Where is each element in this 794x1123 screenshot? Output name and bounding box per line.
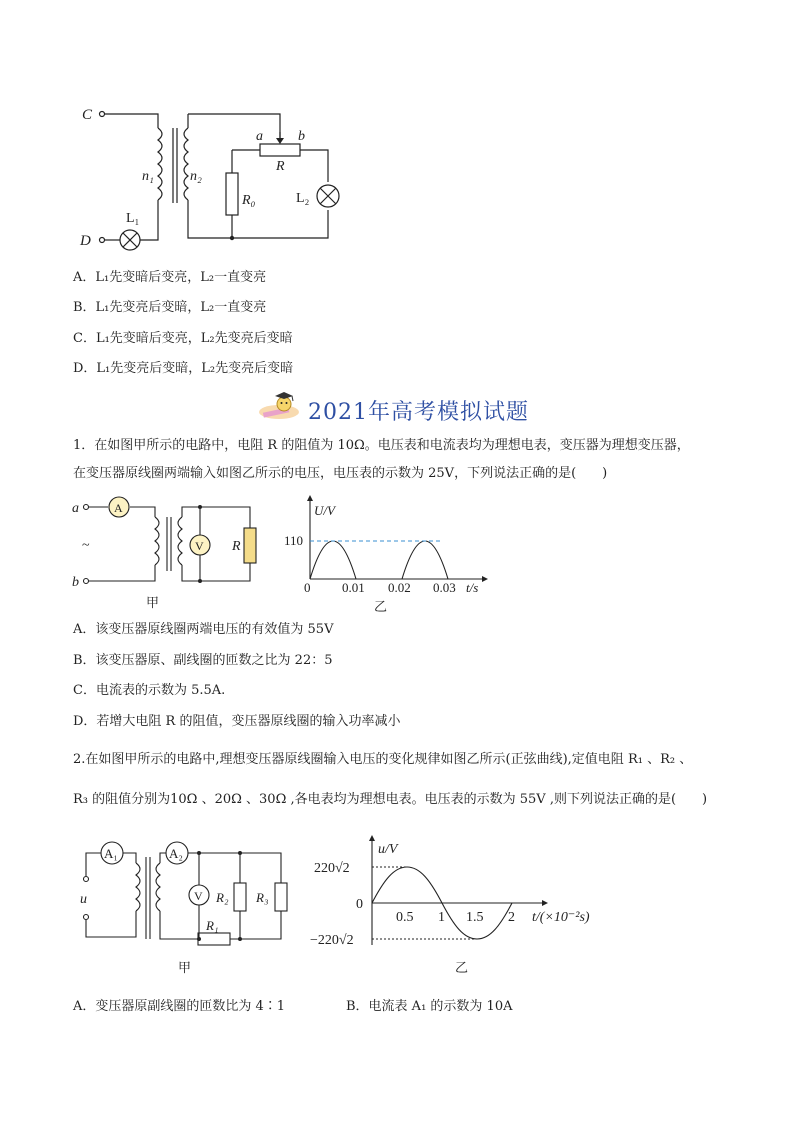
svg-text:A₂: A₂	[169, 846, 183, 861]
svg-text:1.5: 1.5	[466, 910, 484, 925]
question-1-option-c: C．电流表的示数为 5.5A.	[73, 683, 226, 698]
question-2-line-2: R₃ 的阻值分别为10Ω 、20Ω 、30Ω ,各电表均为理想电表。电压表的示数为 55V ,则下列说法正确的是( )	[73, 792, 708, 807]
svg-text:A₁: A₁	[104, 846, 118, 861]
svg-text:u: u	[80, 892, 87, 907]
svg-text:b: b	[72, 575, 79, 590]
svg-text:U/V: U/V	[314, 503, 335, 518]
svg-text:~: ~	[82, 538, 90, 553]
svg-text:A: A	[114, 501, 123, 515]
terminal-c	[100, 112, 105, 117]
svg-text:R₂: R₂	[216, 890, 229, 905]
svg-text:t/s: t/s	[466, 580, 479, 595]
option-d: D．L₁先变亮后变暗，L₂先变亮后变暗	[73, 361, 294, 376]
svg-text:0.02: 0.02	[388, 580, 411, 595]
svg-text:2: 2	[508, 910, 515, 925]
resistor-r0	[226, 173, 238, 215]
question-1-line-2: 在变压器原线圈两端输入如图乙所示的电压，电压表的示数为 25V，下列说法正确的是( )	[73, 466, 608, 481]
question-2-line-1: 2.在如图甲所示的电路中,理想变压器原线圈输入电压的变化规律如图乙所示(正弦曲线),定值电阻 R₁ 、R₂ 、	[73, 752, 693, 767]
question-1-option-d: D．若增大电阻 R 的阻值，变压器原线圈的输入功率减小	[73, 714, 401, 729]
svg-text:R₁: R₁	[206, 918, 219, 933]
question-2-circuit-diagram	[74, 835, 294, 950]
svg-text:C: C	[82, 107, 93, 123]
svg-text:b: b	[298, 129, 305, 144]
question-1-option-b: B．该变压器原、副线圈的匝数之比为 22：5	[73, 653, 333, 668]
svg-text:0.5: 0.5	[396, 910, 414, 925]
question-1-circuit-diagram	[70, 495, 270, 595]
svg-text:u/V: u/V	[378, 842, 398, 857]
question-1-voltage-graph	[282, 495, 492, 595]
svg-text:V: V	[195, 539, 204, 553]
svg-text:0.03: 0.03	[433, 580, 456, 595]
figure-label-yi-2: 乙	[455, 961, 469, 976]
resistor-r2	[234, 883, 246, 911]
svg-text:n₂: n₂	[190, 169, 202, 184]
question-2-option-a: A．变压器原副线圈的匝数比为 4∶1	[73, 999, 286, 1014]
svg-text:110: 110	[284, 533, 304, 548]
resistor-r1	[198, 933, 230, 945]
question-1-option-a: A．该变压器原线圈两端电压的有效值为 55V	[73, 622, 334, 637]
svg-text:R₃: R₃	[256, 890, 269, 905]
figure-label-jia-2: 甲	[178, 961, 192, 976]
svg-text:D: D	[80, 233, 91, 249]
svg-text:0: 0	[304, 580, 311, 595]
figure-label-jia-1: 甲	[146, 596, 160, 611]
svg-text:R₀: R₀	[242, 193, 256, 208]
svg-text:220√2: 220√2	[314, 861, 350, 876]
svg-text:L₂: L₂	[296, 191, 310, 206]
svg-text:L₁: L₁	[126, 211, 140, 226]
question-2-voltage-graph	[310, 835, 610, 955]
option-b: B．L₁先变亮后变暗，L₂一直变亮	[73, 300, 267, 315]
svg-text:n₁: n₁	[142, 169, 154, 184]
svg-text:1: 1	[438, 910, 445, 925]
graduate-mascot-icon	[255, 390, 303, 422]
svg-text:R: R	[232, 539, 241, 554]
rheostat-r	[260, 144, 300, 156]
svg-text:V: V	[194, 889, 203, 903]
svg-text:−220√2: −220√2	[310, 933, 354, 948]
question-2-option-b: B．电流表 A₁ 的示数为 10A	[346, 999, 513, 1014]
svg-text:R: R	[276, 159, 285, 174]
svg-text:0.01: 0.01	[342, 580, 365, 595]
terminal-d	[100, 238, 105, 243]
section-title: 2021年高考模拟试题	[308, 400, 529, 425]
svg-text:0: 0	[356, 897, 363, 912]
option-c: C．L₁先变暗后变亮，L₂先变亮后变暗	[73, 331, 293, 346]
svg-text:a: a	[256, 129, 263, 144]
svg-text:t/(×10⁻²s): t/(×10⁻²s)	[532, 910, 590, 925]
option-a: A．L₁先变暗后变亮，L₂一直变亮	[73, 270, 267, 285]
svg-text:a: a	[72, 501, 79, 516]
figure-label-yi-1: 乙	[374, 600, 388, 615]
resistor-r3	[275, 883, 287, 911]
question-1-line-1: 1．在如图甲所示的电路中，电阻 R 的阻值为 10Ω。电压表和电流表均为理想电表，变压器为理想变压器，	[73, 438, 690, 453]
transformer-circuit-diagram	[70, 98, 360, 253]
